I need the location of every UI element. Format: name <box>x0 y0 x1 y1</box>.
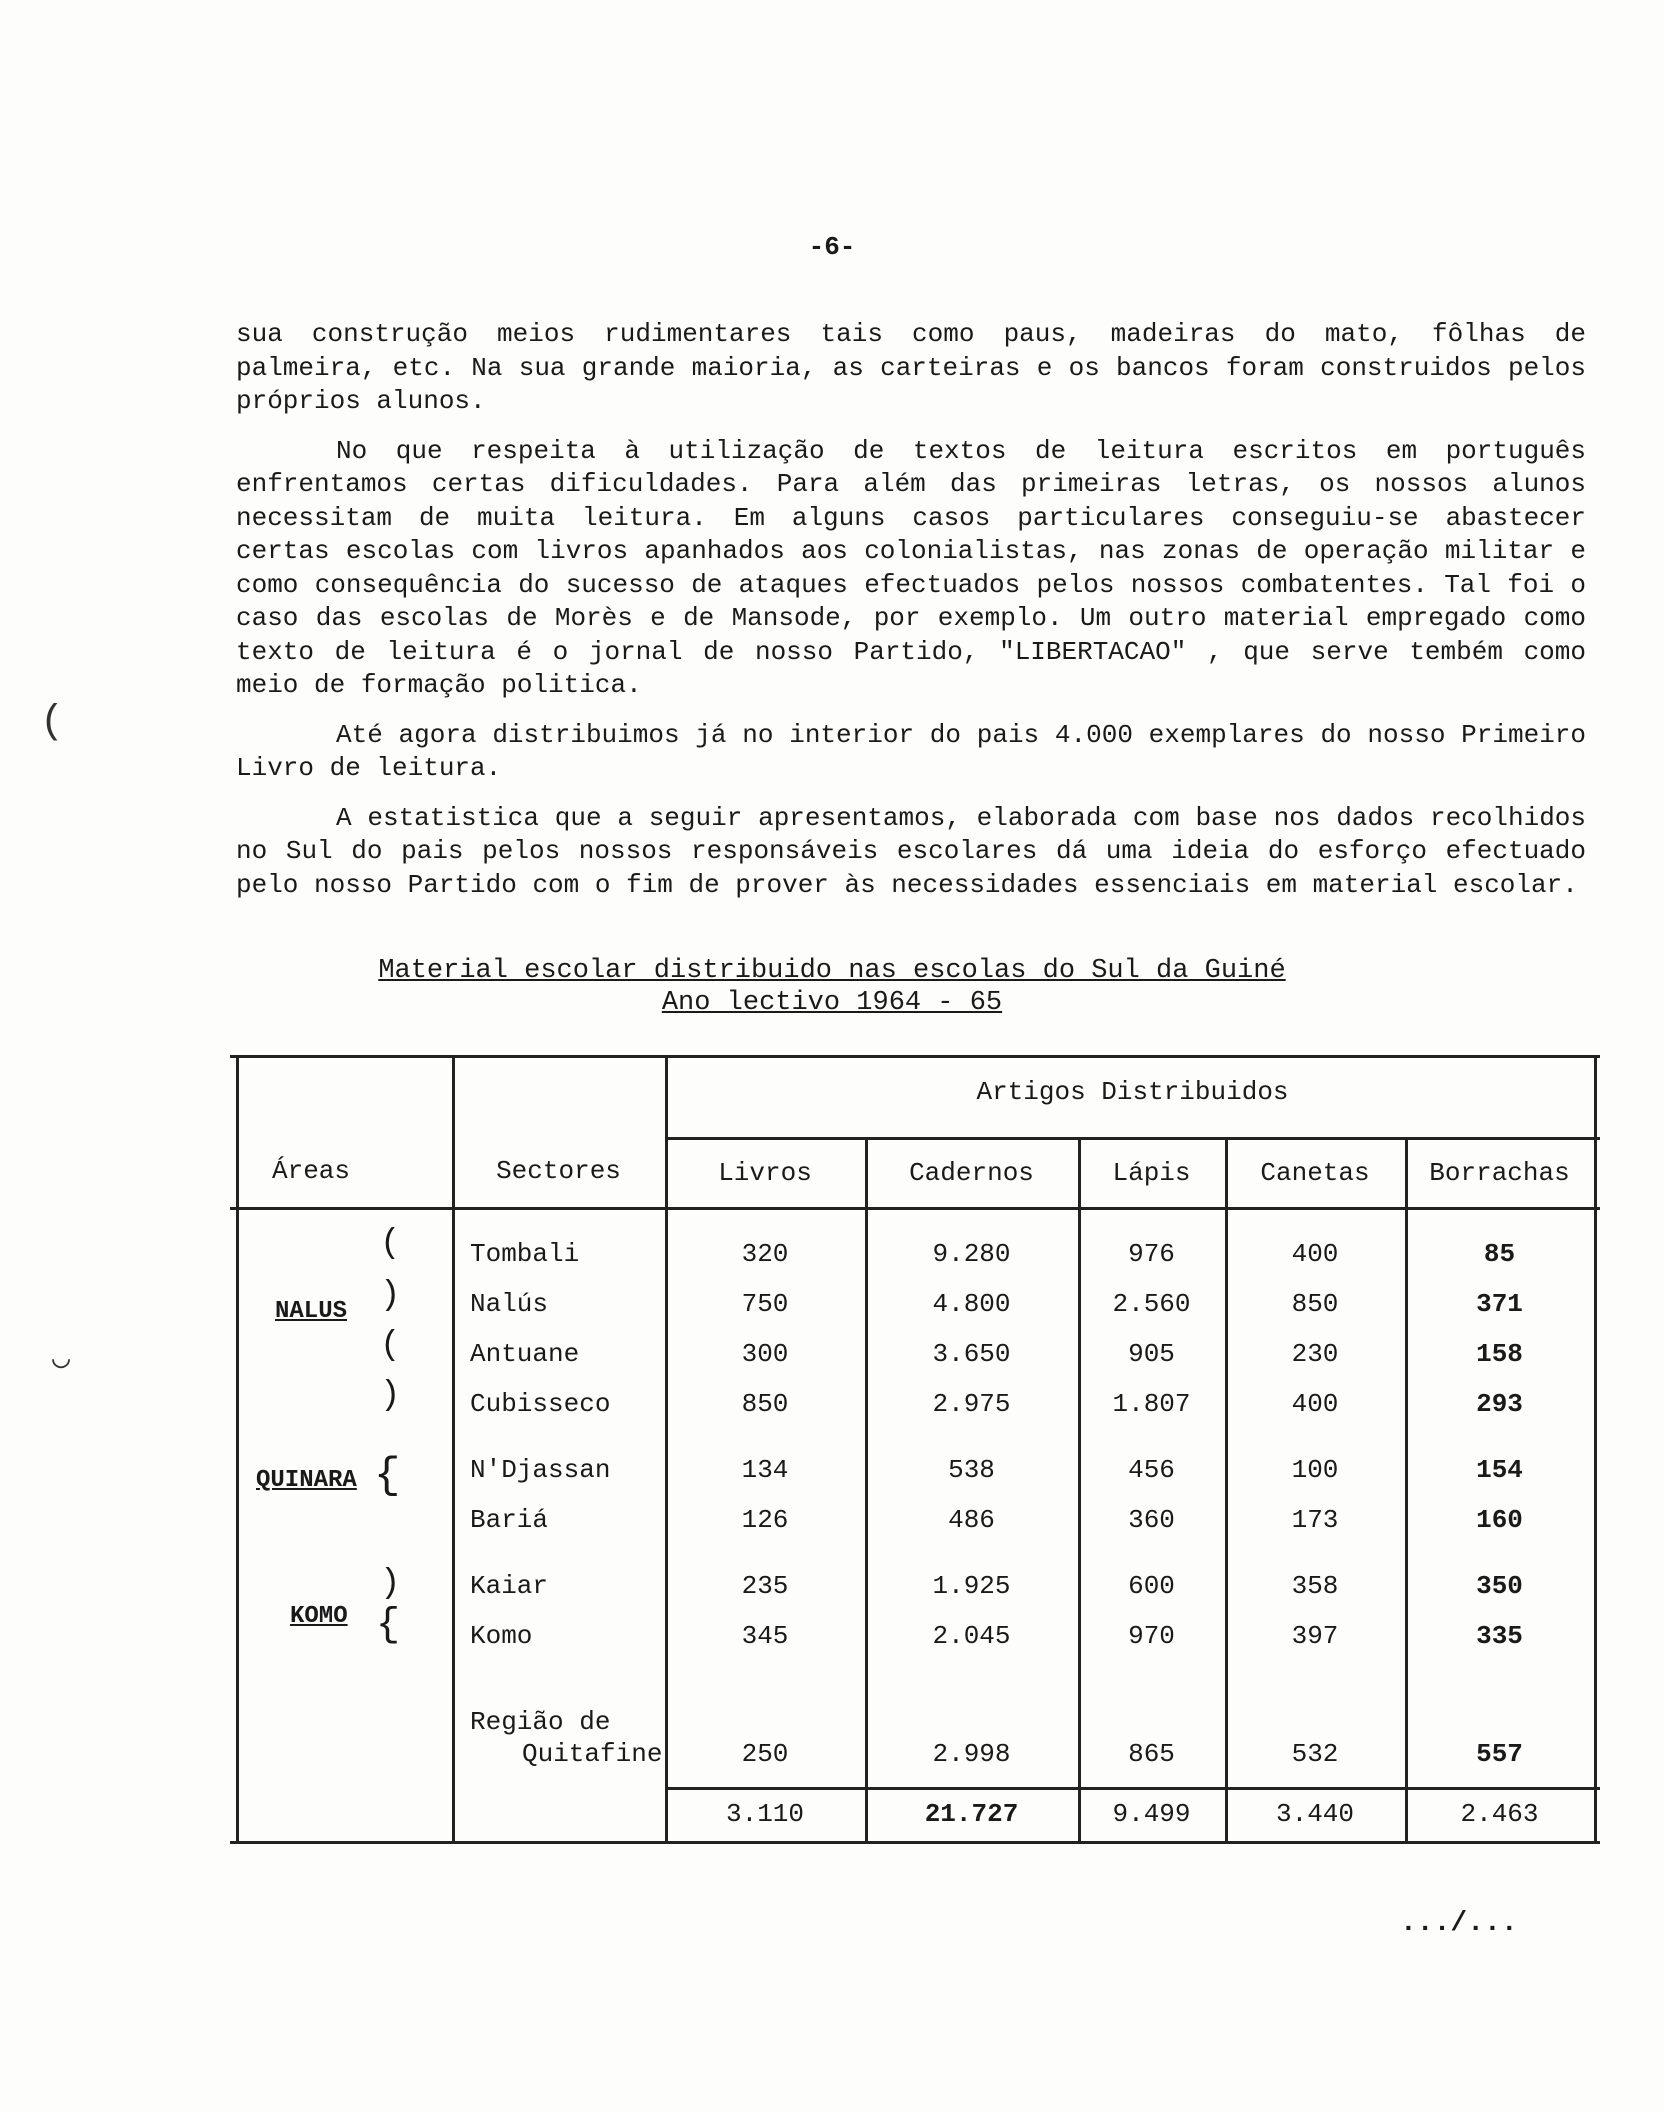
area-label: NALUS <box>275 1298 348 1325</box>
bracket: ) <box>380 1277 401 1315</box>
value-cadernos: 4.800 <box>932 1289 1011 1319</box>
value-cadernos: 2.975 <box>932 1389 1011 1419</box>
value-lapis: 970 <box>1128 1621 1175 1651</box>
value-borrachas: 557 <box>1476 1739 1523 1769</box>
area-label: QUINARA <box>256 1467 357 1494</box>
column-header-borrachas: Borrachas <box>1429 1158 1570 1188</box>
value-cadernos: 1.925 <box>932 1571 1011 1601</box>
value-livros: 134 <box>741 1455 789 1485</box>
sector-name: Tombali <box>470 1239 580 1269</box>
sector-name: N'Djassan <box>470 1455 611 1485</box>
paragraph: A estatistica que a seguir apresentamos, elaborada com base nos dados recolhidos no Sul do pais pelos nossos responsáveis escolares dá uma ideia do esforço efectuado pelo nosso Partido com o fim de prover às necessidades essenciais em material escolar. <box>236 802 1586 900</box>
value-livros: 235 <box>741 1571 789 1601</box>
sector-name: Antuane <box>470 1339 580 1369</box>
value-cadernos: 486 <box>948 1505 995 1535</box>
column-header-canetas: Canetas <box>1260 1158 1370 1188</box>
value-cadernos: 3.650 <box>932 1339 1011 1369</box>
sector-name: Bariá <box>470 1505 549 1535</box>
value-lapis: 1.807 <box>1112 1389 1191 1419</box>
value-borrachas: 371 <box>1476 1289 1523 1319</box>
paragraph: sua construção meios rudimentares tais como paus, madeiras do mato, fôlhas de palmeira, etc. Na sua grande maioria, as carteiras e os bancos foram construidos pelos próprios alunos. <box>236 319 1586 416</box>
table-rule <box>230 1841 1600 1844</box>
sector-name-continued: Quitafine <box>522 1739 663 1769</box>
value-canetas: 358 <box>1291 1571 1339 1601</box>
paragraph: No que respeita à utilização de textos de leitura escritos em português enfrentamos certas dificuldades. Para além das primeiras letras, os nossos alunos necessitam de muita leitura. Em alguns casos particulares conseguiu-se abastecer certas escolas com livros apanhados aos colonialistas, nas zonas de operação militar e como consequência do sucesso de ataques efectuados pelos nossos combatentes. Tal foi o caso das escolas de Morès e de Mansode, por exemplo. Um outro material empregado como texto de leitura é o jornal de nosso Partido, "LIBERTACAO" , que serve tembém como meio de formação politica. <box>236 435 1586 700</box>
body-text <box>236 318 1586 918</box>
value-canetas: 100 <box>1291 1455 1339 1485</box>
value-canetas: 532 <box>1291 1739 1339 1769</box>
value-canetas: 230 <box>1291 1339 1339 1369</box>
value-canetas: 173 <box>1291 1505 1339 1535</box>
area-label: KOMO <box>290 1603 348 1630</box>
page-number: -6- <box>808 232 856 262</box>
value-lapis: 905 <box>1128 1339 1175 1369</box>
value-canetas: 850 <box>1291 1289 1339 1319</box>
value-livros: 345 <box>741 1621 789 1651</box>
value-livros: 300 <box>741 1339 789 1369</box>
sector-name: Komo <box>470 1621 533 1651</box>
value-lapis: 456 <box>1128 1455 1175 1485</box>
value-lapis: 600 <box>1128 1571 1175 1601</box>
bracket: ) <box>380 1565 401 1603</box>
sector-name: Região de <box>470 1707 611 1737</box>
value-cadernos: 538 <box>948 1455 995 1485</box>
table-rule <box>230 1055 1600 1058</box>
value-lapis: 360 <box>1128 1505 1175 1535</box>
value-lapis: 976 <box>1128 1239 1175 1269</box>
table-caption: Material escolar distribuido nas escolas do Sul da Guiné <box>378 956 1286 986</box>
value-livros: 750 <box>741 1289 789 1319</box>
value-lapis: 865 <box>1128 1739 1175 1769</box>
bracket: { <box>376 1603 401 1648</box>
value-livros: 320 <box>741 1239 789 1269</box>
table-rule <box>665 1137 1600 1140</box>
table-rule <box>236 1055 239 1844</box>
column-header-sectores: Sectores <box>496 1156 621 1186</box>
continuation-mark: .../... <box>1400 1908 1518 1939</box>
value-borrachas: 293 <box>1476 1389 1523 1419</box>
value-borrachas: 85 <box>1483 1239 1516 1269</box>
column-header-areas: Áreas <box>272 1156 351 1186</box>
value-canetas: 397 <box>1291 1621 1339 1651</box>
bracket: ( <box>380 1225 401 1263</box>
value-borrachas: 335 <box>1476 1621 1523 1651</box>
value-cadernos: 2.045 <box>932 1621 1011 1651</box>
total-canetas: 3.440 <box>1275 1799 1354 1829</box>
value-cadernos: 9.280 <box>932 1239 1011 1269</box>
value-canetas: 400 <box>1291 1389 1339 1419</box>
total-cadernos: 21.727 <box>924 1799 1019 1829</box>
value-livros: 850 <box>741 1389 789 1419</box>
margin-mark: ◡ <box>52 1343 71 1377</box>
sector-name: Kaiar <box>470 1571 549 1601</box>
value-borrachas: 160 <box>1476 1505 1523 1535</box>
value-livros: 250 <box>741 1739 789 1769</box>
column-header-lapis: Lápis <box>1112 1158 1191 1188</box>
total-lapis: 9.499 <box>1112 1799 1191 1829</box>
value-cadernos: 2.998 <box>932 1739 1011 1769</box>
sector-name: Nalús <box>470 1289 549 1319</box>
table-subcaption: Ano lectivo 1964 - 65 <box>661 988 1003 1018</box>
paragraph: Até agora distribuimos já no interior do pais 4.000 exemplares do nosso Primeiro Livro de leitura. <box>236 719 1586 783</box>
bracket: ( <box>380 1327 401 1365</box>
table-rule <box>1594 1055 1597 1844</box>
materials-table <box>230 1055 1600 1844</box>
bracket: { <box>374 1451 401 1501</box>
value-borrachas: 350 <box>1476 1571 1523 1601</box>
column-header-livros: Livros <box>718 1158 812 1188</box>
table-rule <box>665 1787 1600 1790</box>
total-livros: 3.110 <box>725 1799 804 1829</box>
header-group: Artigos Distribuidos <box>976 1077 1289 1107</box>
total-borrachas: 2.463 <box>1460 1799 1539 1829</box>
value-canetas: 400 <box>1291 1239 1339 1269</box>
value-livros: 126 <box>741 1505 789 1535</box>
value-borrachas: 158 <box>1476 1339 1523 1369</box>
bracket: ) <box>380 1377 401 1415</box>
table-rule <box>230 1207 1600 1210</box>
sector-name: Cubisseco <box>470 1389 611 1419</box>
value-lapis: 2.560 <box>1112 1289 1191 1319</box>
value-borrachas: 154 <box>1476 1455 1523 1485</box>
column-header-cadernos: Cadernos <box>909 1158 1034 1188</box>
margin-mark: ( <box>40 700 65 745</box>
